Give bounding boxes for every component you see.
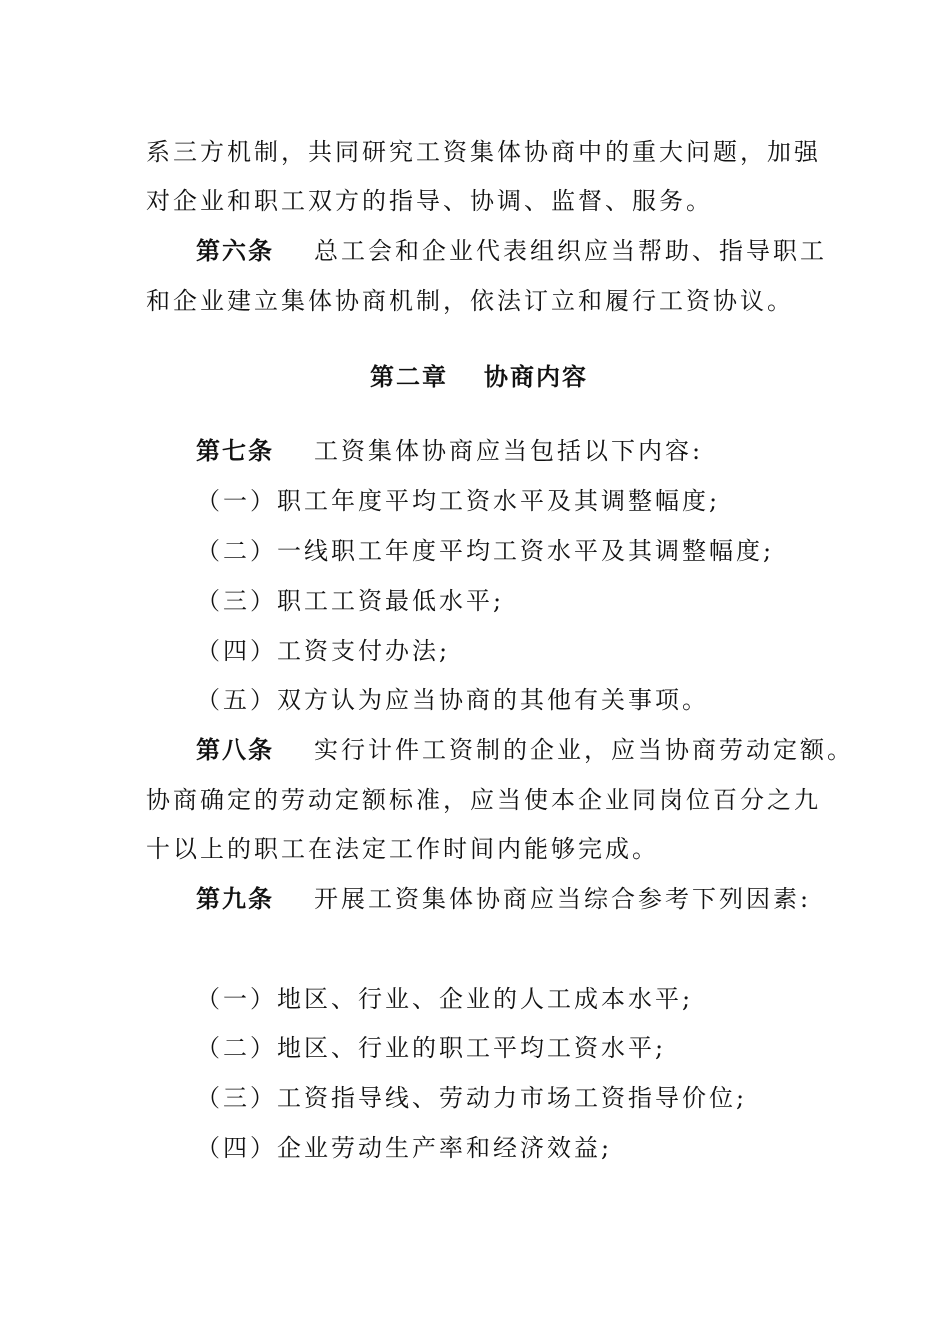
- list-item: （一）职工年度平均工资水平及其调整幅度;: [196, 487, 721, 515]
- article-6-label: 第六条: [196, 237, 274, 265]
- article-7-text: 工资集体协商应当包括以下内容:: [314, 437, 704, 465]
- list-item: （四）企业劳动生产率和经济效益;: [196, 1134, 613, 1162]
- paragraph-line: 系三方机制，共同研究工资集体协商中的重大问题，加强: [146, 138, 821, 166]
- list-item: （五）双方认为应当协商的其他有关事项。: [196, 686, 709, 714]
- article-8-label: 第八条: [196, 736, 274, 764]
- list-item: （四）工资支付办法;: [196, 637, 451, 665]
- article-6-text: 总工会和企业代表组织应当帮助、指导职工: [314, 237, 827, 265]
- article-9-line: [196, 884, 811, 914]
- article-7-label: 第七条: [196, 437, 274, 465]
- paragraph-line: 对企业和职工双方的指导、协调、监督、服务。: [146, 187, 713, 215]
- article-9-text: 开展工资集体协商应当综合参考下列因素:: [314, 885, 812, 913]
- list-item: （一）地区、行业、企业的人工成本水平;: [196, 985, 694, 1013]
- article-6-continuation: 和企业建立集体协商机制，依法订立和履行工资协议。: [146, 287, 794, 315]
- list-item: （二）地区、行业的职工平均工资水平;: [196, 1034, 667, 1062]
- article-6-line: [196, 236, 827, 266]
- chapter-label: 第二章: [370, 363, 448, 391]
- article-8-line: [196, 735, 854, 765]
- list-item: （三）工资指导线、劳动力市场工资指导价位;: [196, 1084, 748, 1112]
- article-8-continuation: 十以上的职工在法定工作时间内能够完成。: [146, 835, 659, 863]
- article-7-line: [196, 436, 703, 466]
- article-8-text: 实行计件工资制的企业，应当协商劳动定额。: [314, 736, 854, 764]
- article-8-continuation: 协商确定的劳动定额标准，应当使本企业同岗位百分之九: [146, 786, 821, 814]
- list-item: （三）职工工资最低水平;: [196, 587, 505, 615]
- chapter-heading: [370, 362, 588, 392]
- chapter-title: 协商内容: [484, 363, 588, 391]
- list-item: （二）一线职工年度平均工资水平及其调整幅度;: [196, 537, 775, 565]
- article-9-label: 第九条: [196, 885, 274, 913]
